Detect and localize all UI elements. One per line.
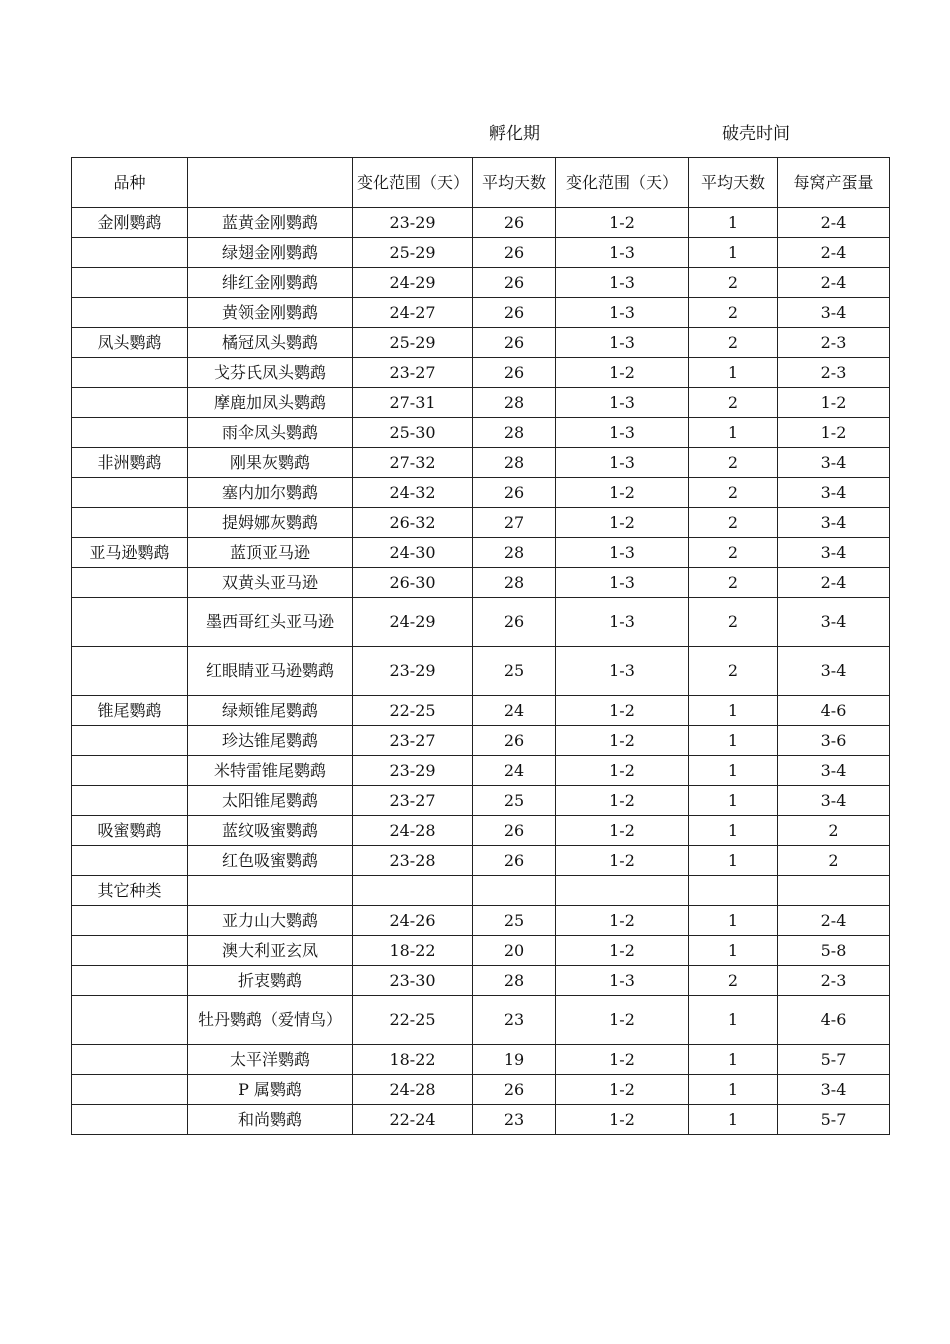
group-cell	[72, 786, 188, 816]
species-cell: 和尚鹦鹉	[188, 1105, 353, 1135]
column-header-hatch-range: 变化范围（天）	[556, 158, 689, 208]
hatch-range-cell: 1-3	[556, 448, 689, 478]
clutch-size-cell: 3-4	[778, 598, 890, 647]
incubation-average-cell: 24	[473, 756, 556, 786]
clutch-size-cell: 1-2	[778, 418, 890, 448]
table-row	[72, 786, 890, 816]
incubation-average-cell: 28	[473, 418, 556, 448]
incubation-average-cell: 26	[473, 726, 556, 756]
table-row	[72, 696, 890, 726]
clutch-size-cell: 4-6	[778, 996, 890, 1045]
species-cell: 戈芬氏凤头鹦鹉	[188, 358, 353, 388]
table-row	[72, 647, 890, 696]
table-row	[72, 1105, 890, 1135]
incubation-range-cell: 24-28	[353, 816, 473, 846]
clutch-size-cell: 1-2	[778, 388, 890, 418]
table-row	[72, 1075, 890, 1105]
table-row	[72, 936, 890, 966]
incubation-average-cell: 26	[473, 846, 556, 876]
group-cell	[72, 936, 188, 966]
hatch-average-cell: 1	[689, 358, 778, 388]
group-cell	[72, 647, 188, 696]
hatch-average-cell: 2	[689, 598, 778, 647]
clutch-size-cell: 3-4	[778, 756, 890, 786]
group-cell	[72, 508, 188, 538]
species-cell: 摩鹿加凤头鹦鹉	[188, 388, 353, 418]
group-cell	[72, 478, 188, 508]
hatch-average-cell: 2	[689, 538, 778, 568]
table-row	[72, 478, 890, 508]
hatch-range-cell: 1-2	[556, 726, 689, 756]
incubation-range-cell: 24-30	[353, 538, 473, 568]
species-cell: 蓝纹吸蜜鹦鹉	[188, 816, 353, 846]
hatch-average-cell: 2	[689, 448, 778, 478]
clutch-size-cell: 3-4	[778, 786, 890, 816]
species-cell: 双黄头亚马逊	[188, 568, 353, 598]
species-cell: 牡丹鹦鹉（爱情鸟）	[188, 996, 353, 1045]
incubation-average-cell: 19	[473, 1045, 556, 1075]
table-row	[72, 298, 890, 328]
hatch-average-cell: 1	[689, 208, 778, 238]
incubation-range-cell: 23-27	[353, 786, 473, 816]
hatch-average-cell: 1	[689, 936, 778, 966]
table-row	[72, 418, 890, 448]
column-header-variety: 品种	[72, 158, 188, 208]
hatch-range-cell: 1-2	[556, 816, 689, 846]
group-cell	[72, 1045, 188, 1075]
clutch-size-cell: 3-4	[778, 448, 890, 478]
clutch-size-cell: 3-4	[778, 508, 890, 538]
hatch-range-cell: 1-2	[556, 208, 689, 238]
incubation-range-cell: 18-22	[353, 1045, 473, 1075]
group-cell	[72, 268, 188, 298]
incubation-average-cell: 25	[473, 786, 556, 816]
table-row	[72, 966, 890, 996]
hatch-average-cell: 1	[689, 418, 778, 448]
incubation-average-cell: 25	[473, 906, 556, 936]
clutch-size-cell: 3-4	[778, 298, 890, 328]
hatch-range-cell: 1-3	[556, 388, 689, 418]
hatch-time-heading: 破壳时间	[722, 124, 790, 144]
hatch-average-cell: 1	[689, 1045, 778, 1075]
hatch-average-cell: 1	[689, 238, 778, 268]
group-cell	[72, 298, 188, 328]
incubation-average-cell: 26	[473, 816, 556, 846]
group-cell: 其它种类	[72, 876, 188, 906]
column-header-clutch-size: 每窝产蛋量	[778, 158, 890, 208]
hatch-average-cell: 2	[689, 966, 778, 996]
incubation-average-cell: 26	[473, 1075, 556, 1105]
incubation-range-cell: 26-30	[353, 568, 473, 598]
species-cell: 米特雷锥尾鹦鹉	[188, 756, 353, 786]
hatch-range-cell: 1-2	[556, 358, 689, 388]
incubation-average-cell: 20	[473, 936, 556, 966]
clutch-size-cell: 4-6	[778, 696, 890, 726]
group-cell	[72, 568, 188, 598]
column-header-incubation-range: 变化范围（天）	[353, 158, 473, 208]
clutch-size-cell: 2-3	[778, 358, 890, 388]
incubation-range-cell: 26-32	[353, 508, 473, 538]
species-cell: 太平洋鹦鹉	[188, 1045, 353, 1075]
incubation-average-cell: 25	[473, 647, 556, 696]
species-cell: 绿颊锥尾鹦鹉	[188, 696, 353, 726]
incubation-average-cell: 26	[473, 268, 556, 298]
group-cell	[72, 388, 188, 418]
species-cell	[188, 876, 353, 906]
species-cell: 折衷鹦鹉	[188, 966, 353, 996]
group-cell	[72, 966, 188, 996]
clutch-size-cell: 5-7	[778, 1045, 890, 1075]
hatch-range-cell: 1-2	[556, 756, 689, 786]
clutch-size-cell: 3-4	[778, 1075, 890, 1105]
species-cell: 橘冠凤头鹦鹉	[188, 328, 353, 358]
incubation-average-cell: 28	[473, 568, 556, 598]
species-cell: 绿翅金刚鹦鹉	[188, 238, 353, 268]
incubation-range-cell: 23-27	[353, 358, 473, 388]
incubation-range-cell: 22-25	[353, 696, 473, 726]
clutch-size-cell: 2-4	[778, 268, 890, 298]
table-row	[72, 448, 890, 478]
hatch-range-cell: 1-2	[556, 846, 689, 876]
incubation-range-cell: 23-30	[353, 966, 473, 996]
species-cell: 绯红金刚鹦鹉	[188, 268, 353, 298]
incubation-range-cell: 24-26	[353, 906, 473, 936]
clutch-size-cell: 2	[778, 816, 890, 846]
hatch-range-cell: 1-3	[556, 966, 689, 996]
group-cell	[72, 1075, 188, 1105]
hatch-average-cell: 2	[689, 328, 778, 358]
incubation-range-cell: 23-28	[353, 846, 473, 876]
table-row	[72, 388, 890, 418]
clutch-size-cell: 2-4	[778, 568, 890, 598]
species-cell: 蓝顶亚马逊	[188, 538, 353, 568]
hatch-average-cell: 1	[689, 1075, 778, 1105]
species-cell: 墨西哥红头亚马逊	[188, 598, 353, 647]
table-row	[72, 568, 890, 598]
hatch-range-cell: 1-2	[556, 1045, 689, 1075]
incubation-average-cell: 26	[473, 478, 556, 508]
group-cell	[72, 906, 188, 936]
table-row	[72, 358, 890, 388]
hatch-average-cell: 1	[689, 1105, 778, 1135]
incubation-range-cell: 24-32	[353, 478, 473, 508]
species-cell: 黄领金刚鹦鹉	[188, 298, 353, 328]
incubation-average-cell: 24	[473, 696, 556, 726]
hatch-average-cell: 2	[689, 508, 778, 538]
group-cell	[72, 598, 188, 647]
table-body	[72, 158, 890, 1135]
group-cell	[72, 358, 188, 388]
hatch-range-cell: 1-2	[556, 996, 689, 1045]
hatch-average-cell	[689, 876, 778, 906]
incubation-range-cell: 27-31	[353, 388, 473, 418]
column-header-species	[188, 158, 353, 208]
clutch-size-cell: 3-4	[778, 478, 890, 508]
group-cell	[72, 1105, 188, 1135]
clutch-size-cell: 3-6	[778, 726, 890, 756]
group-cell: 吸蜜鹦鹉	[72, 816, 188, 846]
clutch-size-cell: 2	[778, 846, 890, 876]
hatch-range-cell: 1-2	[556, 478, 689, 508]
incubation-average-cell: 26	[473, 358, 556, 388]
group-cell	[72, 756, 188, 786]
hatch-range-cell: 1-2	[556, 1075, 689, 1105]
clutch-size-cell: 5-7	[778, 1105, 890, 1135]
hatch-range-cell: 1-3	[556, 418, 689, 448]
hatch-average-cell: 1	[689, 786, 778, 816]
incubation-average-cell: 27	[473, 508, 556, 538]
hatch-average-cell: 1	[689, 726, 778, 756]
table-row	[72, 328, 890, 358]
species-cell: 蓝黄金刚鹦鹉	[188, 208, 353, 238]
clutch-size-cell: 3-4	[778, 647, 890, 696]
hatch-range-cell: 1-2	[556, 696, 689, 726]
hatch-range-cell: 1-3	[556, 298, 689, 328]
table-row	[72, 538, 890, 568]
incubation-range-cell: 24-28	[353, 1075, 473, 1105]
hatch-range-cell: 1-3	[556, 238, 689, 268]
group-cell	[72, 996, 188, 1045]
incubation-average-cell: 26	[473, 298, 556, 328]
incubation-range-cell: 24-27	[353, 298, 473, 328]
table-row	[72, 268, 890, 298]
hatch-range-cell: 1-2	[556, 906, 689, 936]
hatch-average-cell: 1	[689, 696, 778, 726]
clutch-size-cell: 2-3	[778, 966, 890, 996]
species-cell: 提姆娜灰鹦鹉	[188, 508, 353, 538]
hatch-average-cell: 2	[689, 268, 778, 298]
table-row	[72, 846, 890, 876]
hatch-average-cell: 1	[689, 846, 778, 876]
hatch-range-cell: 1-2	[556, 1105, 689, 1135]
hatch-range-cell	[556, 876, 689, 906]
clutch-size-cell: 2-4	[778, 906, 890, 936]
hatch-range-cell: 1-3	[556, 647, 689, 696]
table-row	[72, 876, 890, 906]
incubation-range-cell: 22-25	[353, 996, 473, 1045]
column-header-hatch-average: 平均天数	[689, 158, 778, 208]
species-cell: 刚果灰鹦鹉	[188, 448, 353, 478]
clutch-size-cell: 2-4	[778, 208, 890, 238]
hatch-range-cell: 1-2	[556, 786, 689, 816]
clutch-size-cell: 2-3	[778, 328, 890, 358]
hatch-range-cell: 1-3	[556, 268, 689, 298]
group-cell: 金刚鹦鹉	[72, 208, 188, 238]
hatch-range-cell: 1-3	[556, 568, 689, 598]
species-cell: 澳大利亚玄凤	[188, 936, 353, 966]
species-cell: P 属鹦鹉	[188, 1075, 353, 1105]
table-row	[72, 238, 890, 268]
hatch-average-cell: 1	[689, 906, 778, 936]
incubation-range-cell: 23-27	[353, 726, 473, 756]
hatch-average-cell: 2	[689, 568, 778, 598]
incubation-average-cell: 26	[473, 598, 556, 647]
hatch-range-cell: 1-2	[556, 936, 689, 966]
table-row	[72, 726, 890, 756]
group-cell	[72, 846, 188, 876]
incubation-range-cell: 27-32	[353, 448, 473, 478]
hatch-average-cell: 1	[689, 816, 778, 846]
column-header-incubation-average: 平均天数	[473, 158, 556, 208]
group-cell: 亚马逊鹦鹉	[72, 538, 188, 568]
group-cell: 锥尾鹦鹉	[72, 696, 188, 726]
species-cell: 亚力山大鹦鹉	[188, 906, 353, 936]
incubation-average-cell: 28	[473, 388, 556, 418]
table-row	[72, 906, 890, 936]
incubation-range-cell	[353, 876, 473, 906]
group-cell	[72, 418, 188, 448]
clutch-size-cell: 5-8	[778, 936, 890, 966]
table-row	[72, 208, 890, 238]
incubation-average-cell: 28	[473, 538, 556, 568]
species-cell: 红眼睛亚马逊鹦鹉	[188, 647, 353, 696]
incubation-period-heading: 孵化期	[489, 124, 540, 144]
incubation-average-cell: 23	[473, 996, 556, 1045]
hatch-range-cell: 1-2	[556, 508, 689, 538]
incubation-range-cell: 24-29	[353, 598, 473, 647]
incubation-average-cell: 28	[473, 966, 556, 996]
clutch-size-cell: 3-4	[778, 538, 890, 568]
table-row	[72, 508, 890, 538]
group-cell: 凤头鹦鹉	[72, 328, 188, 358]
incubation-average-cell: 26	[473, 208, 556, 238]
species-cell: 红色吸蜜鹦鹉	[188, 846, 353, 876]
clutch-size-cell: 2-4	[778, 238, 890, 268]
incubation-range-cell: 24-29	[353, 268, 473, 298]
incubation-range-cell: 22-24	[353, 1105, 473, 1135]
species-cell: 珍达锥尾鹦鹉	[188, 726, 353, 756]
incubation-range-cell: 25-30	[353, 418, 473, 448]
clutch-size-cell	[778, 876, 890, 906]
incubation-range-cell: 23-29	[353, 647, 473, 696]
table-row	[72, 598, 890, 647]
hatch-range-cell: 1-3	[556, 328, 689, 358]
table-row	[72, 996, 890, 1045]
parrot-incubation-table	[71, 157, 890, 1135]
hatch-average-cell: 1	[689, 996, 778, 1045]
hatch-average-cell: 2	[689, 298, 778, 328]
incubation-range-cell: 25-29	[353, 238, 473, 268]
species-cell: 塞内加尔鹦鹉	[188, 478, 353, 508]
hatch-range-cell: 1-3	[556, 598, 689, 647]
species-cell: 雨伞凤头鹦鹉	[188, 418, 353, 448]
incubation-range-cell: 23-29	[353, 208, 473, 238]
incubation-average-cell: 26	[473, 328, 556, 358]
incubation-average-cell: 28	[473, 448, 556, 478]
table-header-row	[72, 158, 890, 208]
group-cell	[72, 238, 188, 268]
incubation-range-cell: 23-29	[353, 756, 473, 786]
hatch-average-cell: 2	[689, 647, 778, 696]
table-row	[72, 1045, 890, 1075]
hatch-average-cell: 2	[689, 478, 778, 508]
incubation-average-cell: 23	[473, 1105, 556, 1135]
group-cell	[72, 726, 188, 756]
incubation-range-cell: 18-22	[353, 936, 473, 966]
incubation-average-cell	[473, 876, 556, 906]
table-row	[72, 756, 890, 786]
group-cell: 非洲鹦鹉	[72, 448, 188, 478]
incubation-range-cell: 25-29	[353, 328, 473, 358]
hatch-average-cell: 2	[689, 388, 778, 418]
incubation-average-cell: 26	[473, 238, 556, 268]
species-cell: 太阳锥尾鹦鹉	[188, 786, 353, 816]
hatch-average-cell: 1	[689, 756, 778, 786]
hatch-range-cell: 1-3	[556, 538, 689, 568]
table-row	[72, 816, 890, 846]
